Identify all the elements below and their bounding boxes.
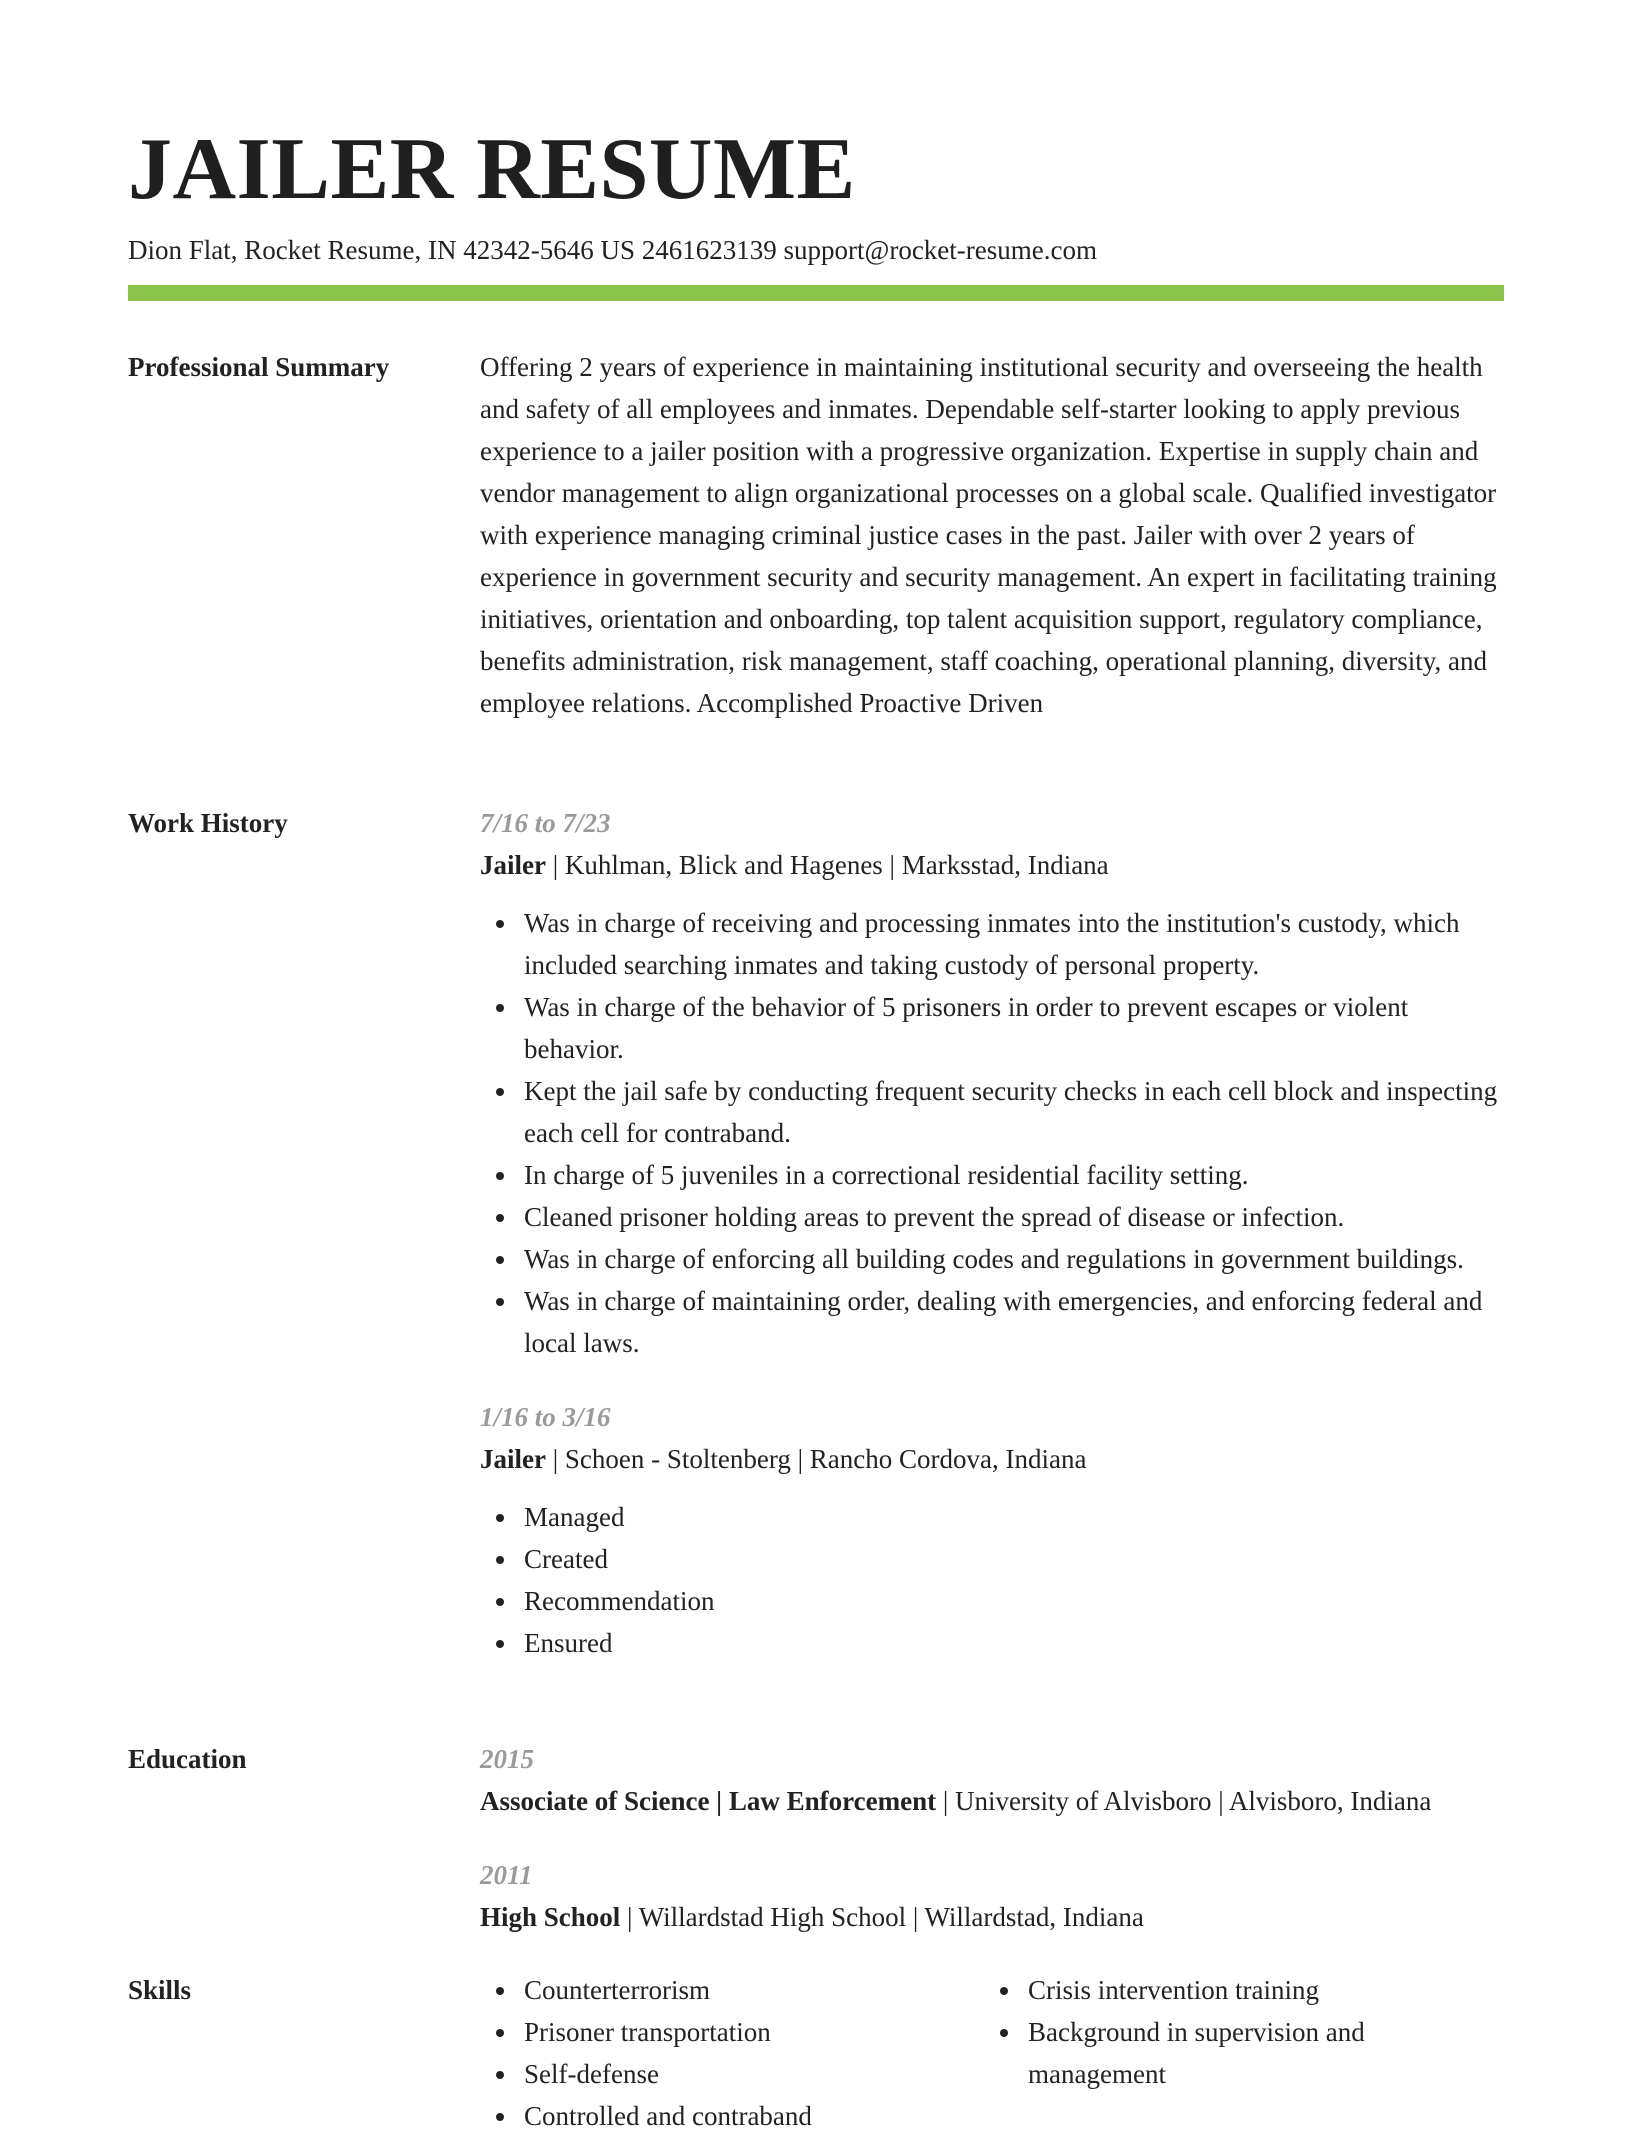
education-entry	[480, 1738, 1504, 1822]
education-year: 2015	[480, 1744, 534, 1774]
duty-item: Ensured	[480, 1622, 1504, 1664]
duty-item: Was in charge of maintaining order, dealing with emergencies, and enforcing federal and local laws.	[480, 1280, 1504, 1364]
skill-item: Background in supervision and management	[984, 2011, 1488, 2095]
duty-item: Was in charge of the behavior of 5 prisoners in order to prevent escapes or violent behavior.	[480, 986, 1504, 1070]
skills-grid	[480, 1969, 1504, 2137]
summary-label: Professional Summary	[128, 352, 390, 382]
contact-line: Dion Flat, Rocket Resume, IN 42342-5646 US 2461623139 support@rocket-resume.com	[128, 235, 1097, 265]
skills-list-right	[984, 1969, 1488, 2137]
work-history-section	[480, 802, 1504, 1664]
education-line	[480, 1896, 1504, 1938]
duty-item: Managed	[480, 1496, 1504, 1538]
skill-item: Prisoner transportation	[480, 2011, 984, 2053]
job-entry	[480, 802, 1504, 1364]
education-label: Education	[128, 1744, 247, 1774]
job-title: Jailer	[480, 1444, 546, 1474]
duty-item: Cleaned prisoner holding areas to prevent the spread of disease or infection.	[480, 1196, 1504, 1238]
duty-item: Recommendation	[480, 1580, 1504, 1622]
job-duties	[480, 1496, 1504, 1664]
skill-item: Self-defense	[480, 2053, 984, 2095]
education-degree: High School	[480, 1902, 621, 1932]
work-history-label: Work History	[128, 808, 288, 838]
education-degree: Associate of Science | Law Enforcement	[480, 1786, 937, 1816]
job-dates: 7/16 to 7/23	[480, 808, 611, 838]
summary-text: Offering 2 years of experience in maintaining institutional security and overseeing the health and safety of all employees and inmates. Dependable self-starter looking to apply previous experience to a jailer position with a progressive organization. Expertise in supply chain and vendor management to align organizational processes on a global scale. Qualified investigator with experience managing criminal justice cases in the past. Jailer with over 2 years of experience in government security and security management. An expert in facilitating training initiatives, orientation and onboarding, top talent acquisition support, regulatory compliance, benefits administration, risk management, staff coaching, operational planning, diversity, and employee relations. Accomplished Proactive Driven	[480, 352, 1497, 718]
resume-title: JAILER RESUME	[128, 121, 856, 218]
skill-item: Crisis intervention training	[984, 1969, 1488, 2011]
job-title-line	[480, 844, 1504, 886]
education-details: | University of Alvisboro | Alvisboro, Indiana	[936, 1786, 1432, 1816]
duty-item: Created	[480, 1538, 1504, 1580]
job-details: | Kuhlman, Blick and Hagenes | Marksstad, Indiana	[545, 850, 1109, 880]
duty-item: Kept the jail safe by conducting frequent security checks in each cell block and inspecting each cell for contraband.	[480, 1070, 1504, 1154]
education-section	[480, 1738, 1504, 1938]
education-year: 2011	[480, 1860, 533, 1890]
education-details: | Willardstad High School | Willardstad, Indiana	[620, 1902, 1144, 1932]
skills-label: Skills	[128, 1975, 192, 2005]
skill-item: Controlled and contraband	[480, 2095, 984, 2137]
duty-item: Was in charge of enforcing all building codes and regulations in government buildings.	[480, 1238, 1504, 1280]
job-duties	[480, 902, 1504, 1364]
job-title-line	[480, 1438, 1504, 1480]
education-line	[480, 1780, 1504, 1822]
job-title: Jailer	[480, 850, 546, 880]
duty-item: Was in charge of receiving and processing inmates into the institution's custody, which included searching inmates and taking custody of personal property.	[480, 902, 1504, 986]
job-entry	[480, 1396, 1504, 1664]
skill-item: Counterterrorism	[480, 1969, 984, 2011]
skills-list-left	[480, 1969, 984, 2137]
summary-section	[480, 346, 1504, 724]
education-entry	[480, 1854, 1504, 1938]
skills-section	[480, 1969, 1504, 2137]
header-divider	[128, 285, 1504, 301]
job-dates: 1/16 to 3/16	[480, 1402, 611, 1432]
job-details: | Schoen - Stoltenberg | Rancho Cordova, Indiana	[545, 1444, 1087, 1474]
duty-item: In charge of 5 juveniles in a correctional residential facility setting.	[480, 1154, 1504, 1196]
